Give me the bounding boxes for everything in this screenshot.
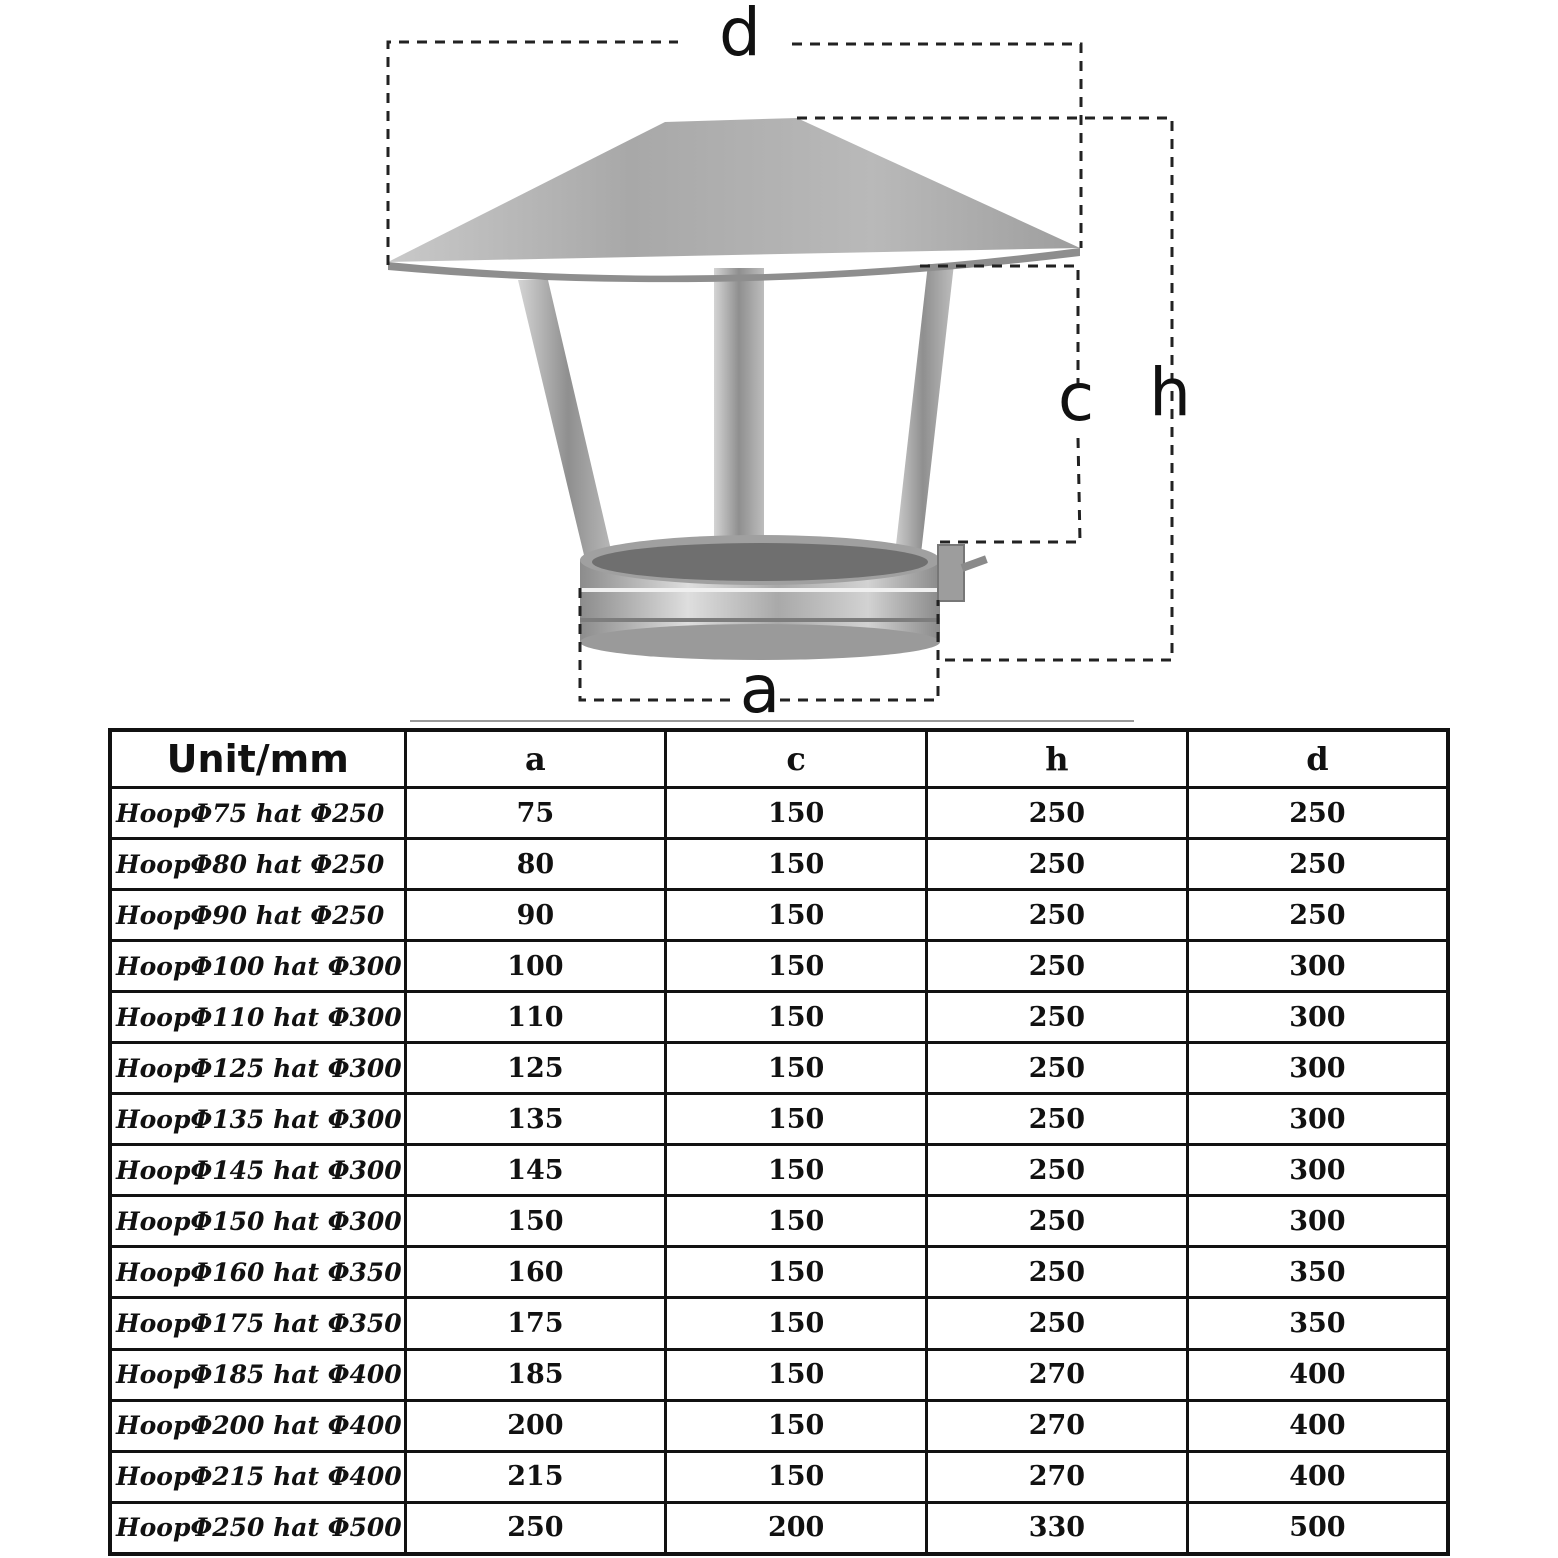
value-cell-c: 150 bbox=[666, 1145, 927, 1196]
value-cell-c: 200 bbox=[666, 1502, 927, 1554]
table-row bbox=[110, 1400, 1448, 1451]
chimney-cap-diagram bbox=[0, 0, 1558, 725]
model-cell: HoopΦ160 hat Φ350 bbox=[110, 1247, 405, 1298]
value-cell-d: 250 bbox=[1187, 839, 1448, 890]
value-cell-d: 300 bbox=[1187, 1196, 1448, 1247]
value-cell-a: 215 bbox=[405, 1451, 666, 1502]
model-cell: HoopΦ145 hat Φ300 bbox=[110, 1145, 405, 1196]
model-cell: HoopΦ110 hat Φ300 bbox=[110, 992, 405, 1043]
base-ring bbox=[580, 535, 940, 660]
value-cell-h: 270 bbox=[927, 1400, 1188, 1451]
dim-label-c: c bbox=[1057, 359, 1095, 436]
table-row bbox=[110, 1145, 1448, 1196]
value-cell-d: 500 bbox=[1187, 1502, 1448, 1554]
table-row bbox=[110, 1043, 1448, 1094]
value-cell-d: 300 bbox=[1187, 941, 1448, 992]
model-cell: HoopΦ215 hat Φ400 bbox=[110, 1451, 405, 1502]
model-cell: HoopΦ100 hat Φ300 bbox=[110, 941, 405, 992]
value-cell-d: 250 bbox=[1187, 788, 1448, 839]
value-cell-a: 90 bbox=[405, 890, 666, 941]
value-cell-c: 150 bbox=[666, 839, 927, 890]
value-cell-a: 200 bbox=[405, 1400, 666, 1451]
value-cell-c: 150 bbox=[666, 992, 927, 1043]
dim-label-d: d bbox=[719, 0, 761, 71]
model-cell: HoopΦ135 hat Φ300 bbox=[110, 1094, 405, 1145]
model-cell: HoopΦ150 hat Φ300 bbox=[110, 1196, 405, 1247]
left-leg bbox=[518, 280, 618, 580]
dimensions-table-container bbox=[108, 728, 1450, 1556]
value-cell-d: 350 bbox=[1187, 1247, 1448, 1298]
value-cell-h: 250 bbox=[927, 992, 1188, 1043]
header-unit: Unit/mm bbox=[110, 730, 405, 788]
value-cell-d: 350 bbox=[1187, 1298, 1448, 1349]
value-cell-h: 250 bbox=[927, 1043, 1188, 1094]
conical-hat bbox=[388, 118, 1080, 282]
value-cell-h: 250 bbox=[927, 1145, 1188, 1196]
value-cell-c: 150 bbox=[666, 890, 927, 941]
value-cell-h: 250 bbox=[927, 788, 1188, 839]
value-cell-c: 150 bbox=[666, 1196, 927, 1247]
value-cell-h: 250 bbox=[927, 890, 1188, 941]
table-row bbox=[110, 1298, 1448, 1349]
value-cell-h: 250 bbox=[927, 1094, 1188, 1145]
value-cell-c: 150 bbox=[666, 1298, 927, 1349]
header-d: d bbox=[1187, 730, 1448, 788]
value-cell-a: 160 bbox=[405, 1247, 666, 1298]
value-cell-c: 150 bbox=[666, 1247, 927, 1298]
table-row bbox=[110, 1247, 1448, 1298]
value-cell-a: 110 bbox=[405, 992, 666, 1043]
model-cell: HoopΦ200 hat Φ400 bbox=[110, 1400, 405, 1451]
value-cell-c: 150 bbox=[666, 1094, 927, 1145]
value-cell-h: 250 bbox=[927, 839, 1188, 890]
table-row bbox=[110, 1094, 1448, 1145]
value-cell-a: 125 bbox=[405, 1043, 666, 1094]
dimensions-table bbox=[108, 728, 1450, 1556]
value-cell-d: 400 bbox=[1187, 1451, 1448, 1502]
value-cell-a: 75 bbox=[405, 788, 666, 839]
value-cell-d: 300 bbox=[1187, 992, 1448, 1043]
model-cell: HoopΦ175 hat Φ350 bbox=[110, 1298, 405, 1349]
value-cell-h: 330 bbox=[927, 1502, 1188, 1554]
value-cell-a: 185 bbox=[405, 1349, 666, 1400]
value-cell-c: 150 bbox=[666, 788, 927, 839]
value-cell-h: 250 bbox=[927, 1196, 1188, 1247]
table-header-row bbox=[110, 730, 1448, 788]
model-cell: HoopΦ250 hat Φ500 bbox=[110, 1502, 405, 1554]
value-cell-d: 400 bbox=[1187, 1349, 1448, 1400]
value-cell-c: 150 bbox=[666, 941, 927, 992]
value-cell-a: 80 bbox=[405, 839, 666, 890]
value-cell-a: 150 bbox=[405, 1196, 666, 1247]
table-row bbox=[110, 1196, 1448, 1247]
center-post bbox=[714, 268, 764, 558]
value-cell-a: 175 bbox=[405, 1298, 666, 1349]
table-row bbox=[110, 1451, 1448, 1502]
model-cell: HoopΦ185 hat Φ400 bbox=[110, 1349, 405, 1400]
header-h: h bbox=[927, 730, 1188, 788]
value-cell-h: 270 bbox=[927, 1349, 1188, 1400]
header-a: a bbox=[405, 730, 666, 788]
value-cell-d: 400 bbox=[1187, 1400, 1448, 1451]
value-cell-c: 150 bbox=[666, 1349, 927, 1400]
right-leg bbox=[892, 264, 954, 580]
value-cell-a: 135 bbox=[405, 1094, 666, 1145]
header-c: c bbox=[666, 730, 927, 788]
value-cell-h: 250 bbox=[927, 941, 1188, 992]
dim-label-h: h bbox=[1149, 354, 1191, 431]
value-cell-c: 150 bbox=[666, 1400, 927, 1451]
table-row bbox=[110, 1349, 1448, 1400]
value-cell-a: 145 bbox=[405, 1145, 666, 1196]
model-cell: HoopΦ80 hat Φ250 bbox=[110, 839, 405, 890]
table-row bbox=[110, 890, 1448, 941]
value-cell-h: 250 bbox=[927, 1247, 1188, 1298]
value-cell-d: 300 bbox=[1187, 1094, 1448, 1145]
model-cell: HoopΦ75 hat Φ250 bbox=[110, 788, 405, 839]
table-row bbox=[110, 788, 1448, 839]
clamp-bolt bbox=[938, 545, 988, 601]
value-cell-d: 300 bbox=[1187, 1145, 1448, 1196]
value-cell-a: 100 bbox=[405, 941, 666, 992]
value-cell-c: 150 bbox=[666, 1043, 927, 1094]
dim-label-a: a bbox=[739, 651, 781, 725]
table-row bbox=[110, 1502, 1448, 1554]
value-cell-a: 250 bbox=[405, 1502, 666, 1554]
table-row bbox=[110, 941, 1448, 992]
value-cell-h: 250 bbox=[927, 1298, 1188, 1349]
value-cell-h: 270 bbox=[927, 1451, 1188, 1502]
table-row bbox=[110, 839, 1448, 890]
value-cell-d: 300 bbox=[1187, 1043, 1448, 1094]
model-cell: HoopΦ125 hat Φ300 bbox=[110, 1043, 405, 1094]
value-cell-c: 150 bbox=[666, 1451, 927, 1502]
table-row bbox=[110, 992, 1448, 1043]
model-cell: HoopΦ90 hat Φ250 bbox=[110, 890, 405, 941]
value-cell-d: 250 bbox=[1187, 890, 1448, 941]
